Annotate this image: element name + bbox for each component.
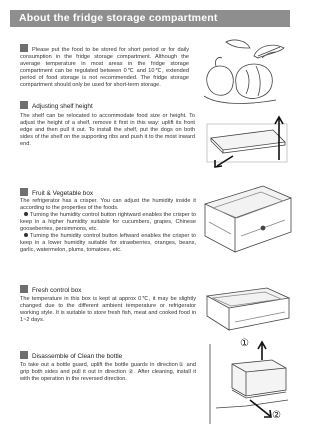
- shelf-body: The shelf can be relocated to accommodate food size or height. To adjust the height of a shelf, remove it first in this way: uplift its front edge and then pull it out. To install the shelf, put the dogs on both sides of the shelf on the supporting ribs and push it to the most inward end.: [20, 113, 195, 148]
- section-title: About the fridge storage compartment: [10, 10, 290, 27]
- crisper-drawer-illustration: [201, 178, 293, 262]
- veg-item-1: Turning the humidity control button rightward enables the crisper to keep in a higher humidity suitable for cucumbers, grapes, Chinese gooseberries, persimmons, etc.: [20, 212, 196, 233]
- intro-first-line: Please put the food to be stored for short period or for daily consumption in the fridge storage compartment.: [20, 47, 189, 61]
- square-bullet-icon: [20, 44, 28, 52]
- bottle-body: To take out a bottle guard, uplift the bottle guards in direction① and grip both sides and pull it out in direction ②. After cleaning, install it with the operation in the reversed direction.: [20, 362, 196, 383]
- intro-body: Although the average temperature in most areas in the fridge storage compartment can be regulated between 0℃ and 10℃, extended period of food storage is not recommended. The fridge storage compartment should only be used for short-term storage.: [20, 54, 189, 89]
- veg-body: The refrigerator has a crisper. You can adjust the humidity inside it according to the properties of the foods.: [20, 198, 196, 212]
- square-bullet-icon: [20, 101, 28, 109]
- shelf-heading: Adjusting shelf height: [20, 101, 200, 111]
- fresh-box-illustration: [201, 282, 293, 338]
- veg-heading: Fruit & Vegetable box: [20, 188, 200, 198]
- direction-label-2: ②: [272, 410, 281, 421]
- vegetables-illustration: [196, 36, 292, 108]
- fresh-heading: Fresh control box: [20, 285, 200, 295]
- square-bullet-icon: [20, 351, 28, 359]
- shelf-illustration: [203, 104, 291, 168]
- bullet-icon: [24, 212, 28, 216]
- direction-label-1: ①: [240, 338, 249, 349]
- veg-item-2: Turning the humidity control button leftward enables the crisper to keep in a lower humidity suitable for strawberries, oranges, beans, garlic, watermelon, plums, tomatoes, etc.: [20, 233, 196, 254]
- fresh-body: The temperature in this box is kept at approx 0℃, it may be slightly changed due to the different ambient temperature or refrigerator working style. It is suitable to store fresh fish, meat and cooked food in 1~2 days.: [20, 296, 196, 324]
- veg-text: [20, 198, 196, 254]
- intro-text: [20, 44, 189, 89]
- bullet-icon: [24, 233, 28, 237]
- square-bullet-icon: [20, 188, 28, 196]
- square-bullet-icon: [20, 285, 28, 293]
- bottle-heading: Disassemble of Clean the bottle: [20, 351, 200, 361]
